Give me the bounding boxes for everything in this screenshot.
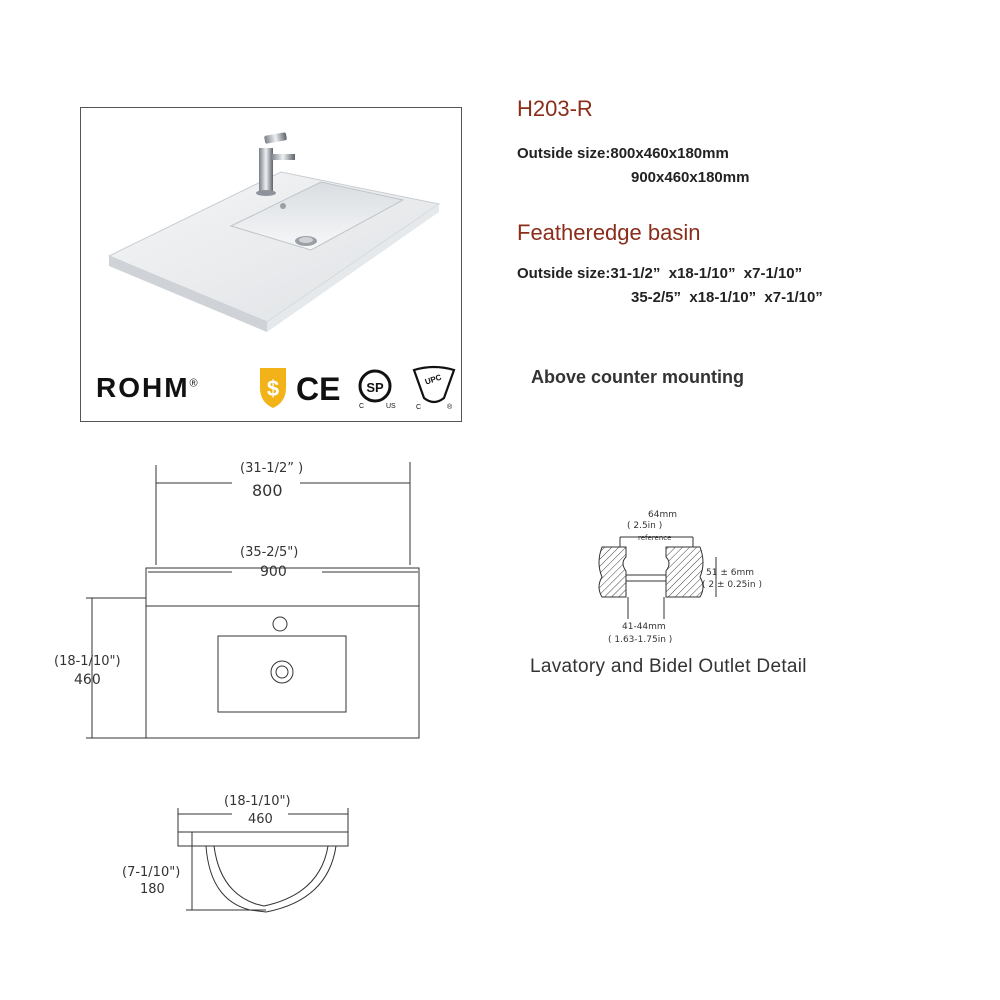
outlet-right-mm: 51 ± 6mm — [706, 568, 754, 578]
size-in-800: 31-1/2” x18-1/10” x7-1/10” — [610, 265, 803, 282]
outlet-detail-caption: Lavatory and Bidel Outlet Detail — [530, 656, 807, 677]
size-in-900: 35-2/5” x18-1/10” x7-1/10” — [631, 289, 823, 306]
side-depth-inches: (18-1/10") — [224, 794, 291, 809]
outside-size-mm-line-1 — [517, 145, 729, 162]
outside-size-label: Outside size: — [517, 145, 611, 162]
mounting-type: Above counter mounting — [531, 367, 744, 387]
width-800-inches: (31-1/2” ) — [240, 461, 304, 476]
width-900-inches: (35-2/5") — [240, 545, 299, 560]
csa-mark-icon — [359, 371, 396, 410]
shield-icon — [260, 368, 286, 408]
svg-text:C: C — [416, 404, 422, 411]
width-900-mm: 900 — [260, 564, 287, 580]
size-mm-800: 800x460x180mm — [610, 145, 729, 162]
outside-size-in-line-1 — [517, 265, 802, 282]
depth-inches: (18-1/10") — [54, 654, 121, 669]
outlet-top-inches: ( 2.5in ) — [627, 521, 663, 531]
brand-logo — [96, 372, 200, 404]
svg-text:C: C — [359, 403, 365, 410]
side-view-drawing — [110, 790, 370, 960]
product-type: Featheredge basin — [517, 220, 701, 245]
height-inches: (7-1/10") — [122, 865, 181, 880]
outlet-reference: reference — [638, 534, 672, 542]
width-800-mm: 800 — [252, 481, 283, 500]
outlet-right-inches: ( 2 ± 0.25in ) — [702, 580, 762, 590]
outlet-bottom-inches: ( 1.63-1.75in ) — [608, 635, 673, 645]
top-view-drawing — [0, 450, 480, 760]
svg-text:SP: SP — [366, 380, 384, 395]
depth-mm: 460 — [74, 672, 101, 688]
svg-text:$: $ — [266, 376, 280, 401]
brand-name: ROHM — [96, 372, 190, 403]
registered-mark: ® — [189, 377, 200, 390]
outlet-detail-drawing — [590, 505, 790, 650]
outside-size-label-2: Outside size: — [517, 265, 611, 282]
svg-text:US: US — [386, 403, 396, 410]
svg-text:UPC: UPC — [423, 372, 443, 387]
ce-mark: CE — [296, 371, 341, 407]
svg-text:®: ® — [447, 404, 453, 411]
side-depth-mm: 460 — [248, 812, 273, 827]
certification-logos — [258, 362, 458, 412]
upc-mark-icon — [414, 367, 454, 411]
height-mm: 180 — [140, 882, 165, 897]
outlet-top-mm: 64mm — [648, 510, 677, 520]
outlet-bottom-mm: 41-44mm — [622, 622, 666, 632]
model-number: H203-R — [517, 96, 593, 121]
size-mm-900: 900x460x180mm — [631, 169, 750, 186]
